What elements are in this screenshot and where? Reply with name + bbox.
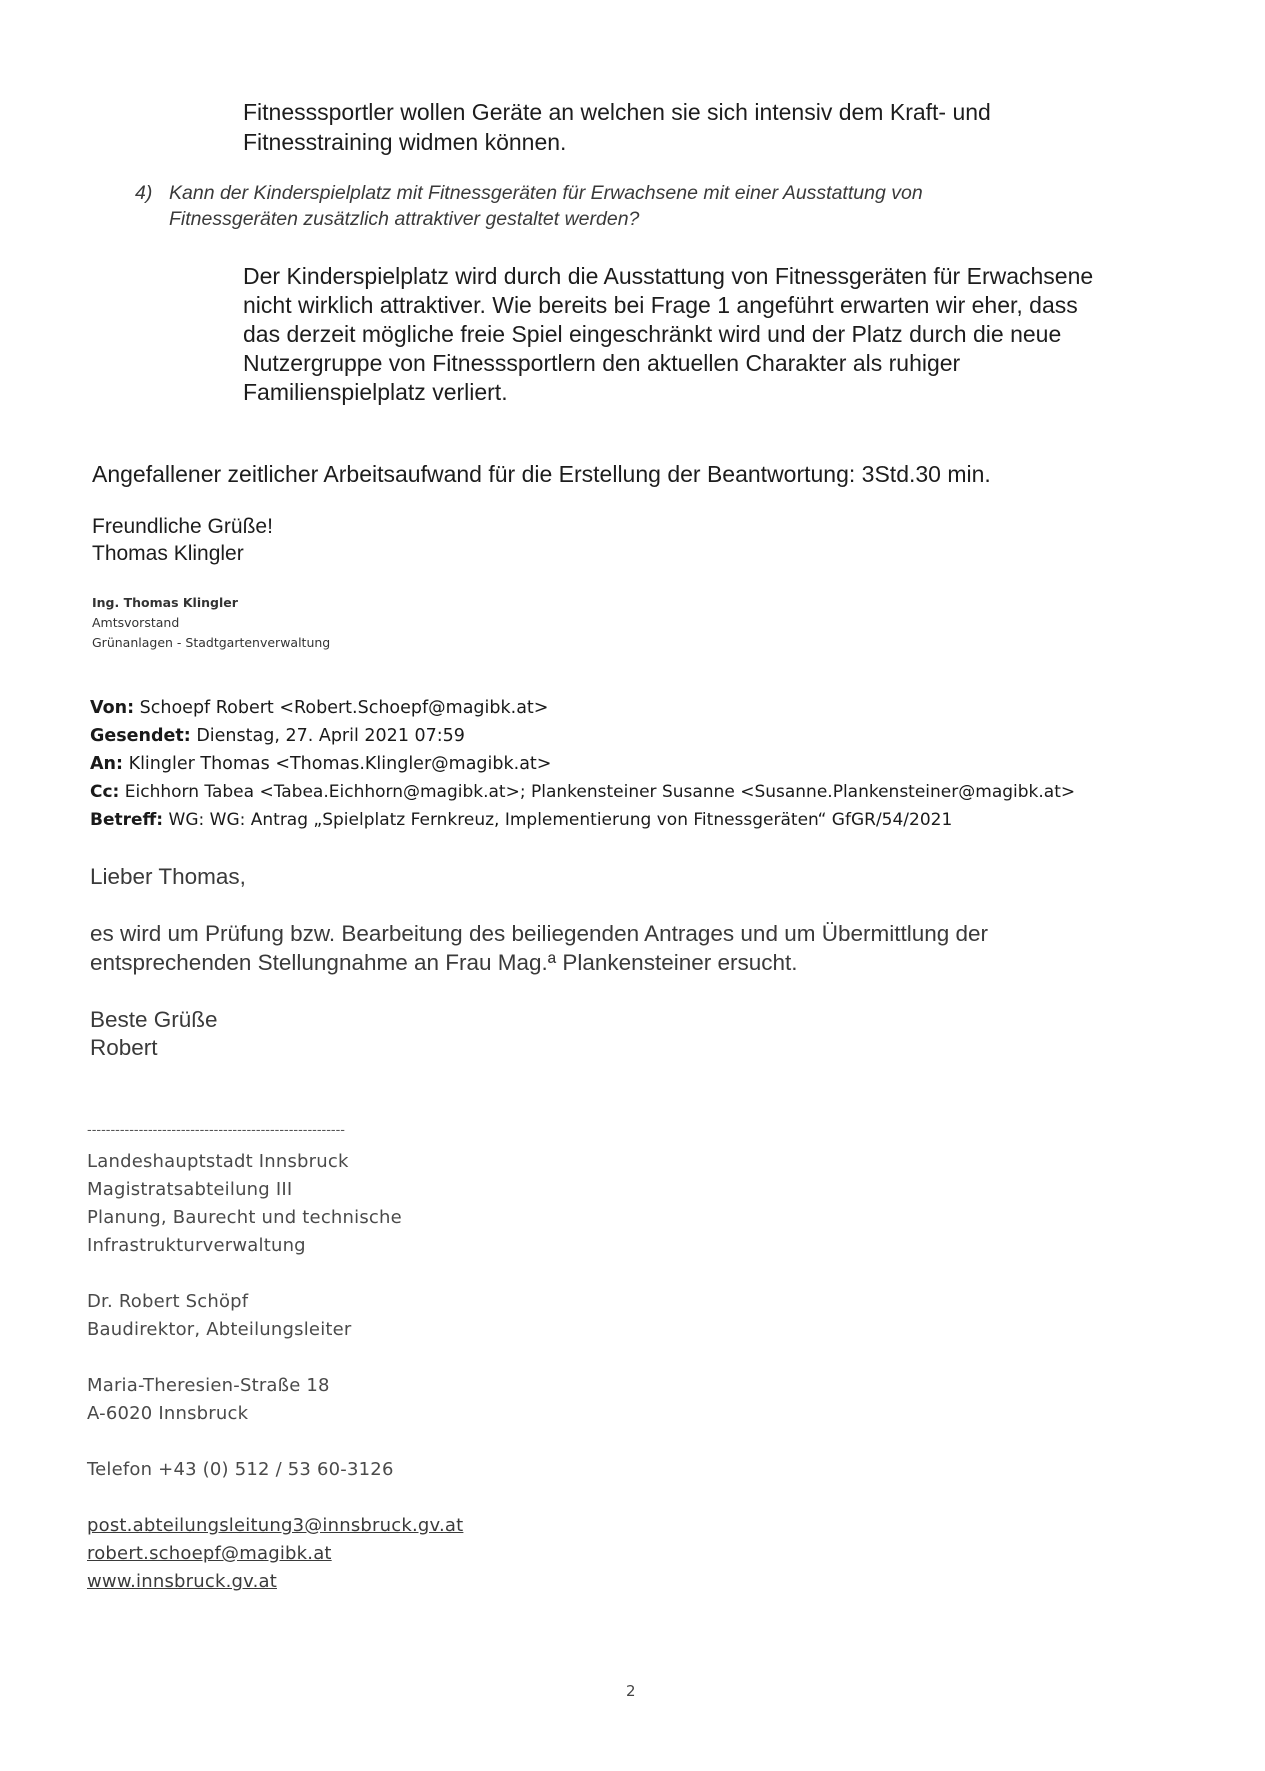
effort-statement: Angefallener zeitlicher Arbeitsaufwand für die Erstellung der Beantwortung: 3Std.30 min. bbox=[92, 461, 991, 487]
question4-line-2: Fitnessgeräten zusätzlich attraktiver gestaltet werden? bbox=[169, 208, 640, 230]
email-cc-value: Eichhorn Tabea <Tabea.Eichhorn@magibk.at>; Plankensteiner Susanne <Susanne.Plankensteiner@magibk.at> bbox=[124, 782, 1076, 802]
footer-person-role: Baudirektor, Abteilungsleiter bbox=[87, 1319, 352, 1340]
email-sender: Robert bbox=[90, 1035, 158, 1060]
footer-org-line-2: Magistratsabteilung III bbox=[87, 1179, 293, 1200]
closing-greeting: Freundliche Grüße! bbox=[92, 515, 273, 538]
answer4-line-1: Der Kinderspielplatz wird durch die Ausstattung von Fitnessgeräten für Erwachsene bbox=[243, 263, 1094, 289]
email-body-line-1: es wird um Prüfung bzw. Bearbeitung des beiliegenden Antrages und um Übermittlung der bbox=[90, 921, 989, 946]
page-number: 2 bbox=[626, 1682, 636, 1700]
email-to-value: Klingler Thomas <Thomas.Klingler@magibk.at> bbox=[128, 754, 552, 774]
email-from bbox=[90, 694, 548, 722]
email-to-label: An: bbox=[90, 754, 124, 774]
email-from-label: Von: bbox=[90, 698, 135, 718]
email-sent bbox=[90, 722, 465, 750]
email-salutation: Lieber Thomas, bbox=[90, 864, 246, 889]
footer-phone: Telefon +43 (0) 512 / 53 60-3126 bbox=[87, 1459, 394, 1480]
footer-link-personal-email[interactable]: robert.schoepf@magibk.at bbox=[87, 1543, 332, 1564]
question4-number: 4) bbox=[135, 182, 153, 204]
email-regards: Beste Grüße bbox=[90, 1007, 218, 1032]
email-to bbox=[90, 750, 551, 778]
footer-link-department-email[interactable]: post.abteilungsleitung3@innsbruck.gv.at bbox=[87, 1515, 464, 1536]
footer-link-website[interactable]: www.innsbruck.gv.at bbox=[87, 1571, 277, 1592]
footer-org-line-4: Infrastrukturverwaltung bbox=[87, 1235, 306, 1256]
answer4-line-2: nicht wirklich attraktiver. Wie bereits bei Frage 1 angeführt erwarten wir eher, dass bbox=[243, 292, 1078, 318]
answer4-line-3: das derzeit mögliche freie Spiel eingeschränkt wird und der Platz durch die neue bbox=[243, 321, 1062, 347]
email-subject-label: Betreff: bbox=[90, 810, 164, 830]
footer-separator: ------------------------------------------------------- bbox=[87, 1123, 346, 1138]
answer3-line-2: Fitnesstraining widmen können. bbox=[243, 129, 567, 155]
question4-line-1: Kann der Kinderspielplatz mit Fitnessgeräten für Erwachsene mit einer Ausstattung von bbox=[169, 182, 923, 204]
signature-department: Grünanlagen - Stadtgartenverwaltung bbox=[92, 635, 331, 650]
footer-org-line-1: Landeshauptstadt Innsbruck bbox=[87, 1151, 349, 1172]
email-from-value: Schoepf Robert <Robert.Schoepf@magibk.at> bbox=[139, 698, 549, 718]
email-sent-value: Dienstag, 27. April 2021 07:59 bbox=[196, 726, 465, 746]
signature-title-name: Ing. Thomas Klingler bbox=[92, 595, 238, 610]
footer-person-name: Dr. Robert Schöpf bbox=[87, 1291, 249, 1312]
email-subject-value: WG: WG: Antrag „Spielplatz Fernkreuz, Implementierung von Fitnessgeräten“ GfGR/54/2021 bbox=[168, 810, 953, 830]
footer-address-city: A-6020 Innsbruck bbox=[87, 1403, 249, 1424]
email-body-line-2: entsprechenden Stellungnahme an Frau Mag.ª Plankensteiner ersucht. bbox=[90, 950, 798, 975]
email-cc bbox=[90, 778, 1075, 806]
footer-org-line-3: Planung, Baurecht und technische bbox=[87, 1207, 402, 1228]
closing-name: Thomas Klingler bbox=[92, 542, 244, 565]
answer4-line-4: Nutzergruppe von Fitnesssportlern den aktuellen Charakter als ruhiger bbox=[243, 350, 961, 376]
answer4-line-5: Familienspielplatz verliert. bbox=[243, 379, 508, 405]
email-sent-label: Gesendet: bbox=[90, 726, 191, 746]
signature-role: Amtsvorstand bbox=[92, 615, 180, 630]
email-subject bbox=[90, 806, 952, 834]
email-cc-label: Cc: bbox=[90, 782, 120, 802]
answer3-line-1: Fitnesssportler wollen Geräte an welchen sie sich intensiv dem Kraft- und bbox=[243, 99, 991, 125]
footer-address-street: Maria-Theresien-Straße 18 bbox=[87, 1375, 330, 1396]
